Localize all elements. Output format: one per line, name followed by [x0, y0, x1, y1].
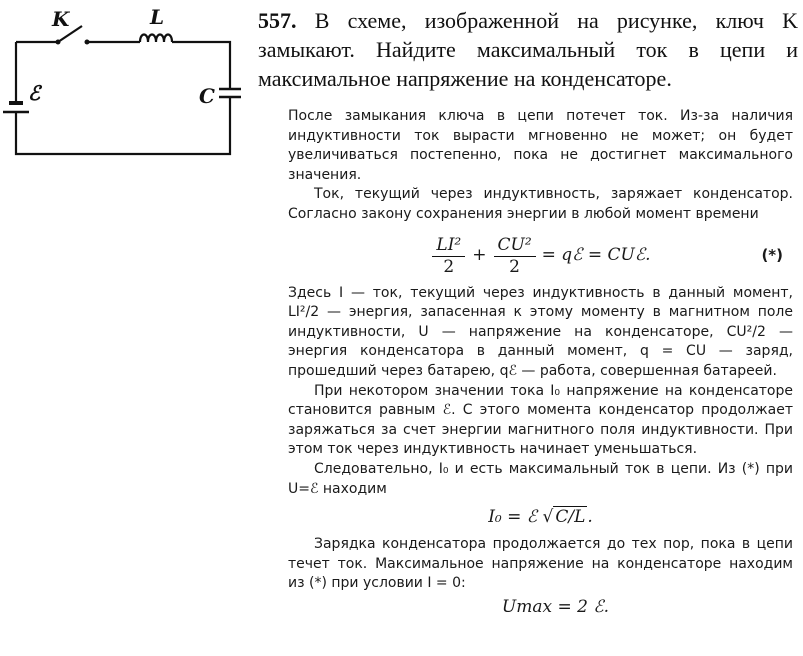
solution-paragraph-5: Следовательно, I₀ и есть максимальный ток в цепи. Из (*) при U=ℰ находим: [288, 460, 793, 497]
solution-paragraph-6: Зарядка конденсатора продолжается до тех пор, пока в цепи течет ток. Максимальное напряжение на конденсаторе находим из (*) при условии I = 0:: [288, 536, 793, 592]
solution-paragraph-4: При некотором значении тока I₀ напряжение на конденсаторе становится равным ℰ. С этого момента конденсатор продолжает заряжаться за счет энергии магнитного поля индуктивности. При этом ток через индуктивность начинает уменьшаться.: [288, 382, 793, 458]
fraction-denominator: 2: [443, 256, 455, 277]
solution-paragraph-3: Здесь I — ток, текущий через индуктивность в данный момент, LI²/2 — энергия, запасенная к этому моменту в магнитном поле индуктивности, U — напряжение на конденсаторе, CU²/2 — энергия конденсатора в данный момент, q = CU — заряд, прошедший через батарею, qℰ — работа, совершенная батареей.: [288, 284, 793, 379]
equation-mark: (*): [761, 245, 783, 264]
solution-paragraph-2: Ток, текущий через индуктивность, заряжает конденсатор. Согласно закону сохранения энергии в любой момент времени: [288, 186, 793, 222]
max-voltage-formula: [318, 594, 793, 620]
energy-conservation-formula: [288, 228, 793, 284]
fraction-numerator: CU²: [494, 235, 536, 257]
plus-sign: +: [472, 244, 487, 265]
problem-statement: [258, 6, 798, 93]
problem-text: В схеме, изображенной на рисунке, ключ K замыкают. Найдите максимальный ток в цепи и максимальное напряжение на конденсаторе.: [258, 8, 798, 91]
fraction-denominator: 2: [509, 256, 520, 277]
solution-paragraph-1: После замыкания ключа в цепи потечет ток. Из-за наличия индуктивности ток вырасти мгновенно не может; он будет увеличиваться постепенно, пока не достигнет максимального значения.: [288, 108, 793, 183]
formula-rest: = qℰ = CUℰ.: [541, 244, 651, 265]
max-voltage-text: Umax = 2 ℰ.: [501, 596, 610, 617]
wire-right-bottom: [16, 97, 230, 154]
fraction-numerator: LI²: [432, 235, 465, 257]
label-capacitor: C: [199, 84, 215, 108]
label-emf: ℰ: [28, 81, 41, 105]
wire-top-right: [172, 42, 230, 88]
fraction-capacitor-energy: [494, 235, 536, 277]
label-inductor: L: [150, 5, 165, 29]
inductor-coil: [140, 35, 172, 43]
max-current-end: .: [587, 507, 593, 528]
max-current-lhs: I₀ = ℰ: [488, 507, 538, 528]
label-key: K: [52, 7, 70, 31]
problem-number: 557.: [258, 8, 297, 33]
max-current-formula: I₀ = ℰ √ C/L .: [488, 507, 593, 528]
max-current-sqrt: C/L: [555, 507, 586, 528]
solution: [288, 107, 793, 620]
fraction-inductor-energy: [432, 235, 465, 277]
circuit-diagram: [0, 0, 250, 165]
